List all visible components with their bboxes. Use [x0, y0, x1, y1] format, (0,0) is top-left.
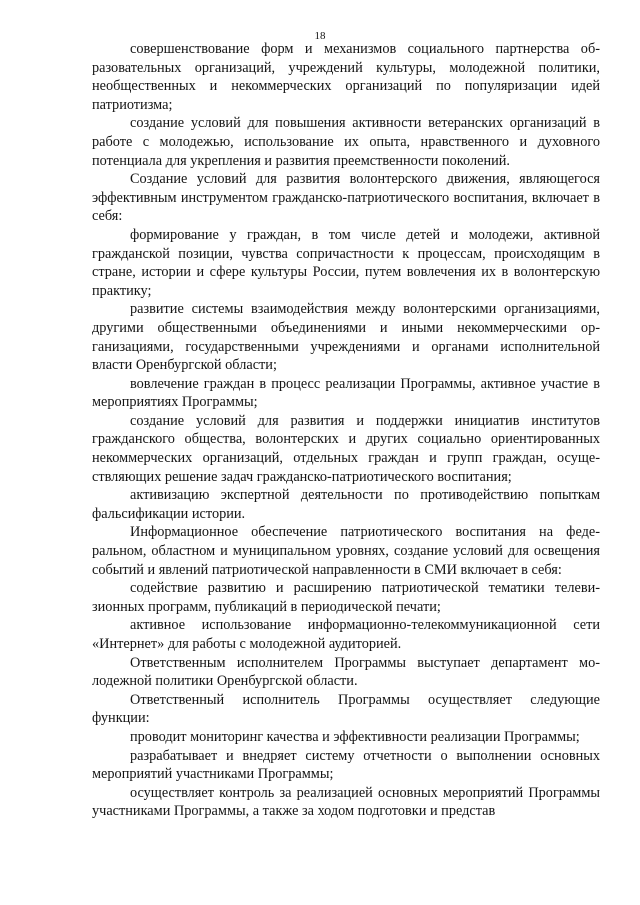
paragraph-history-falsification: активизацию экспертной деятельности по противодействию попыткам фальсификации истории. — [92, 487, 600, 522]
paragraph-civic-position: формирование у граждан, в том числе детей и молодежи, активной гражданской позиции, чувства сопричастности к процессам, происходящим в стране, истории и сфере культуры России, путем вовлечения их в волонтерскую практику; — [92, 226, 600, 299]
paragraph-citizen-involvement: вовлечение граждан в процесс реализации Программы, активное участие в мероприятиях Программы; — [92, 375, 600, 411]
paragraph-information-support: Информационное обеспечение патриотического воспитания на федеральном, областном и муниципальном уровнях, создание условий для освещения событий и явлений патриотической направленности в СМИ включает в себя: — [92, 524, 600, 578]
page-number: 18 — [314, 30, 326, 42]
paragraph-veterans: создание условий для повышения активности ветеранских организаций в работе с молодежью, использование их опыта, нравственного и духовного потенциала для укрепления и развития преемственности поколений. — [92, 115, 600, 169]
paragraph-volunteer-intro: Создание условий для развития волонтерского движения, являющегося эффективным инструментом гражданско-патриотического воспитания, включает в себя: — [92, 171, 600, 225]
paragraph-interaction-system: развитие системы взаимодействия между волонтерскими организациями, другими общественными объединениями и иными некоммерческими организациями, государственными учреждениями и органами исполнительной власти Оренбургской области; — [92, 301, 600, 374]
paragraph-tv-programs: содействие развитию и расширению патриотической тематики телевизионных программ, публикаций в периодической печати; — [92, 580, 600, 615]
paragraph-civil-society-support: создание условий для развития и поддержки инициатив институтов гражданского общества, волонтерских и других социально ориентированных некоммерческих организаций, отдельных граждан и групп граждан, осуществляющих решение задач гражданско-патриотического воспитания; — [92, 412, 600, 485]
paragraph-reporting-system: разрабатывает и внедряет систему отчетности о выполнении основных мероприятий участниками Программы; — [92, 747, 600, 783]
paragraph-control: осуществляет контроль за реализацией основных мероприятий Программы участниками Программы, а также за ходом подготовки и представ — [92, 784, 600, 820]
body-text — [92, 40, 600, 821]
paragraph-executor-functions: Ответственный исполнитель Программы осуществляет следующие функции: — [92, 691, 600, 727]
paragraph-monitoring: проводит мониторинг качества и эффективности реализации Программы; — [130, 728, 580, 745]
paragraph-partnership: совершенствование форм и механизмов социального партнерства образовательных организаций, учреждений культуры, молодежной политики, необщественных и некоммерческих организаций по популяризации идей патриотизма; — [92, 41, 600, 113]
paragraph-internet: активное использование информационно-телекоммуникационной сети «Интернет» для работы с молодежной аудиторией. — [92, 617, 600, 652]
paragraph-responsible-executor: Ответственным исполнителем Программы выступает департамент молодежной политики Оренбургской области. — [92, 654, 600, 690]
